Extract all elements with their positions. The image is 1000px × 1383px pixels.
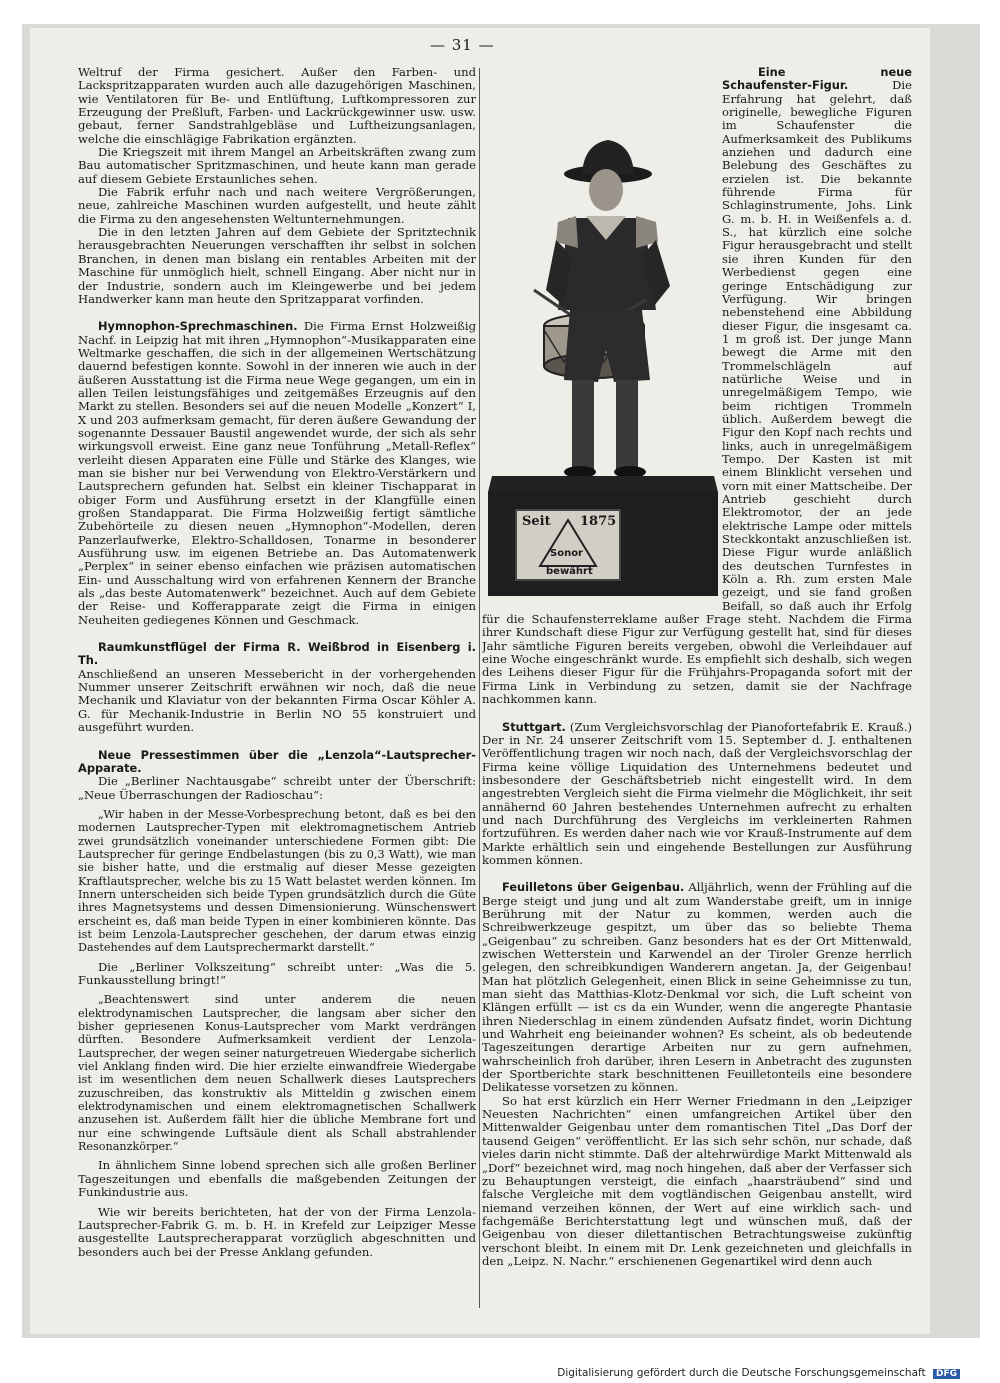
press-quote: „Beachtenswert sind unter anderem die neuen elektrodynamischen Lautsprecher, die langsam aber sicher den bisher gepriesenen Konus-Lautsprecher vom Markt verdrängen dürften. Besondere Aufmerksamkeit verdient der Lenzola-Lautsprecher, der wegen seiner naturgetreuen Wiedergabe sicherlich viel Anklang finden wird. Die hier erzielte einwandfreie Wiedergabe ist im wesentlichen dem neuen Schallwerk dieses Lautsprechers zuzuschreiben, das konstruktiv als Mitteldin g zwischen einem elektrodynamischen und einem elektromagnetischen Schallwerk anzusehen ist. Außerdem fällt hier die übliche Membrane fort und nur eine schwingende Luftsäule dient als Schall abstrahlender Resonanzkörper.“ (78, 993, 476, 1154)
footer-text: Digitalisierung gefördert durch die Deutsche Forschungsgemeinschaft (557, 1367, 926, 1379)
article-lenzola (78, 749, 476, 1259)
article-text: (Zum Vergleichsvorschlag der Pianofortefabrik E. Krauß.) Der in Nr. 24 unserer Zeitschrift vom 15. September d. J. enthaltenen Veröffentlichung tragen wir noch nach, daß der Vergleichsvorschlag der Firma keine völlige Liquidation des Unternehmens bedeutet und insbesondere der Geschäftsbetrieb nicht eingestellt wird. In dem angestrebten Vergleich sieht die Firma vielmehr die Möglichkeit, ihr seit annähernd 60 Jahren bestehendes Unternehmen aufrecht zu erhalten und nach Durchführung des Vergleichs im verkleinerten Rahmen fortzuführen. Es werden daher nach wie vor Krauß-Instrumente auf dem Markte erhältlich sein und eingehende Bestellungen zur Ausführung kommen können. (482, 719, 912, 867)
footer-credit (0, 1367, 1000, 1379)
box-label-sonor: Sonor (550, 548, 583, 559)
dfg-logo: DFG (933, 1369, 960, 1379)
article-heading: Eine neue Schaufenster-Figur. (722, 66, 912, 93)
paragraph (78, 320, 476, 627)
column-divider (479, 68, 480, 1308)
paragraph (482, 721, 912, 868)
paragraph: In ähnlichem Sinne lobend sprechen sich alle großen Berliner Tageszeitungen und ebenfalls die maßgebenden Zeitungen der Funkindustrie aus. (78, 1158, 476, 1200)
paragraph: Die „Berliner Volkszeitung“ schreibt unter: „Was die 5. Funkausstellung bringt!“ (78, 959, 476, 987)
paragraph: So hat erst kürzlich ein Herr Werner Friedmann in den „Leipziger Neuesten Nachrichten“ einen umfangreichen Artikel über den Mittenwalder Geigenbau unter dem romantischen Titel „Das Dorf der tausend Geigen“ veröffentlicht. Er las sich sehr schön, nur schade, daß vieles darin nicht stimmte. Daß der altehrwürdige Markt Mittenwald als „Dorf“ bezeichnet wird, mag noch hingehen, daß aber der Verfasser sich zu Behauptungen versteigt, die einfach „haarsträubend“ sind und falsche Vergleiche mit dem vogtländischen Geigenbau anstellt, wird niemand verzeihen können, der Wert auf eine wirklich sach- und fachgemäße Berichterstattung legt und wünschen muß, daß der Geigenbau von dieser dilettantischen Betrachtungsweise zukünftig verschont bleibt. In einem mit Dr. Lenk gezeichneten und gleichfalls in den „Leipz. N. Nachr.“ erschienenen Gegenartikel wird denn auch (482, 1093, 912, 1268)
article-heading: Stuttgart. (502, 719, 566, 734)
paragraph: Die in den letzten Jahren auf dem Gebiete der Spritztechnik herausgebrachten Neuerungen verschafften ihr selbst in solchen Branchen, in denen man bislang ein rentables Arbeiten mit der Maschine für unmöglich hielt, schnell Eingang. Aber nicht nur in der Industrie, sondern auch im Kleingewerbe und bei jedem Handwerker kann man heute den Spritzapparat vorfinden. (78, 225, 476, 306)
article-raumkunstfluegel (78, 641, 476, 734)
press-quote: „Wir haben in der Messe-Vorbesprechung betont, daß es bei den modernen Lautsprecher-Typen mit elektromagnetischem Antrieb zwei grundsätzlich voneinander unterschiedene Formen gibt: Die Lautsprecher für geringe Endbelastungen (bis zu 0,3 Watt), wie man sie bisher hatte, und die erstmalig auf dieser Messe gezeigten Kraftlautsprecher, welche bis zu 15 Watt belastet werden können. Im Innern unterscheiden sich beide Typen grundsätzlich durch die Güte ihres Magnetsystems und dessen Dimensionierung. Wünschenswert erscheint es, daß man beide Typen in einer kombinieren könnte. Das ist beim Lenzola-Lautsprecher geschehen, der darum etwas einzig Dastehendes auf dem Lautsprechermarkt darstellt.“ (78, 807, 476, 955)
article-hymnophon (78, 320, 476, 627)
article-text: Alljährlich, wenn der Frühling auf die Berge steigt und jung und alt zum Wanderstabe greift, um in innige Berührung mit der Natur zu kommen, werden auch die Schreibwerkzeuge gespitzt, um über das so beliebte Thema „Geigenbau“ zu schreiben. Ganz besonders hat es der Ort Mittenwald, zwischen Wetterstein und Karwendel an der Tiroler Grenze herrlich gelegen, den schreibkundigen Wanderern angetan. Ja, der Geigenbau! Man hat plötzlich Gelegenheit, einen Blick in seine Geheimnisse zu tun, man sieht das Matthias-Klotz-Denkmal vor sich, die Luft scheint von Klängen erfüllt — ist cs da ein Wunder, wenn die angeregte Phantasie ihren Niederschlag in einem zündenden Aufsatz findet, worin Dichtung und Wahrheit eng beieinander wohnen? Es scheint, als ob bedeutende Tageszeitungen derartige Arbeiten nur zu gern aufnehmen, wahrscheinlich froh darüber, ihren Lesern in Anbetracht des zugunsten der Sportberichte stark beschnittenen Feuilletonteils eine besondere Delikatesse vorsetzen zu können. (482, 880, 912, 1095)
paragraph (482, 881, 912, 1095)
paragraph: Weltruf der Firma gesichert. Außer den Farben- und Lackspritzapparaten wurden auch alle dazugehörigen Maschinen, wie Ventilatoren für Be- und Entlüftung, Luftkompressoren zur Erzeugung der Preßluft, Farben- und Lackrückgewinner usw. usw. gebaut, ferner Sandstrahlgebläse und Luftheizungsanlagen, welche die einschlägige Fabrikation ergänzten. (78, 66, 476, 146)
left-column (78, 66, 476, 1311)
article-heading: Hymnophon-Sprechmaschinen. (98, 319, 298, 334)
box-label-year: 1875 (580, 514, 617, 529)
drummer-illustration (486, 130, 722, 600)
article-text: Die Erfahrung hat gelehrt, daß originelle, bewegliche Figuren im Schaufenster die Aufmerksamkeit des Publikums anziehen und dadurch eine Belebung des Geschäftes zu erzielen ist. Die bekannte führende Firma für Schlaginstrumente, Johs. Link G. m. b. H. in Weißenfels a. d. S., hat kürzlich eine solche Figur herausgebracht und stellt sie ihren Kunden für den Werbedienst gegen eine geringe Entschädigung zur Verfügung. Wir bringen nebenstehend eine Abbildung dieser Figur, die insgesamt ca. 1 m groß ist. Der junge Mann bewegt die Arme mit den Trommelschlägeln auf natürliche Weise und in unregelmäßigem Tempo, wie beim richtigen Trommeln üblich. Außerdem bewegt die Figur den Kopf nach rechts und links, auch in unregelmäßigem Tempo. Der Kasten ist mit einem Blinklicht versehen und vorn mit einer Mattscheibe. Der Antrieb geschieht durch Elektromotor, der an jede elektrische Lampe oder mittels Steckkontakt anzuschließen ist. Diese Figur wurde anläßlich des deutschen Turnfestes in Köln a. Rh. zum ersten Male gezeigt, und sie fand großen Beifall, so daß auch ihr Erfolg für die Schaufensterreklame außer Frage steht. Nachdem die Firma ihrer Kundschaft diese Figur zur Verfügung gestellt hat, sind für dieses Jahr sämtliche Figuren bereits vergeben, obwohl die Verleihdauer auf eine Woche eingeschränkt wurde. Es empfiehlt sich deshalb, sich wegen des Leihens dieser Figur für die Frühjahrs-Propaganda sofort mit der Firma Link in Verbindung zu setzen, damit sie der Nachfrage nachkommen kann. (482, 78, 912, 707)
box-label-seit: Seit (522, 514, 551, 529)
paragraph: Die Kriegszeit mit ihrem Mangel an Arbeitskräften zwang zum Bau automatischer Spritzmaschinen, und heute kann man gerade auf diesem Gebiete Erstaunliches sehen. (78, 145, 476, 186)
drummer-figure-photo (486, 130, 722, 600)
article-spritztechnik (78, 66, 476, 306)
article-text: Die Firma Ernst Holzweißig Nachf. in Leipzig hat mit ihren „Hymnophon“-Musikapparaten eine Weltmarke geschaffen, die sich in der allgemeinen Wertschätzung dauernd befestigen konnte. Sowohl in der inneren wie auch in der äußeren Ausstattung ist die Firma neue Wege gegangen, um ein in allen Teilen leistungsfähiges und zeitgemäßes Erzeugnis auf den Markt zu stellen. Besonders sei auf die neuen Modelle „Konzert“ I, X und 203 aufmerksam gemacht, für deren äußere Gewandung der sogenannte Dessauer Baustil angewendet wurde, der sich als sehr wirkungsvoll erweist. Eine ganz neue Tonführung „Metall-Reflex“ verleiht diesen Apparaten eine Fülle und Stärke des Klanges, wie man sie bisher nur bei Verwendung von Elektro-Verstärkern und Lautsprechern gefunden hat. Selbst ein kleiner Tischapparat in obiger Form und Ausführung ersetzt in der Klangfülle einen großen Standapparat. Die Firma Holzweißig fertigt sämtliche Zubehörteile zu diesen neuen „Hymnophon“-Modellen, deren Panzerlaufwerke, Elektro-Schalldosen, Tonarme in besonderer Ausführung usw. im eigenen Betriebe an. Das Automatenwerk „Perplex“ in seiner ebenso einfachen wie präzisen automatischen Ein- und Ausschaltung wird von erfahrenen Kennern der Branche als „das beste Automatenwerk“ bezeichnet. Auch auf dem Gebiete der Reise- und Kofferapparate zeigt die Firma in einigen Neuheiten gediegenes Können und Geschmack. (78, 319, 476, 627)
article-geigenbau (482, 881, 912, 1268)
box-label-bewaehrt: bewährt (546, 566, 593, 577)
article-text: Anschließend an unseren Messebericht in der vorhergehenden Nummer unserer Zeitschrift erwähnen wir noch, daß die neue Mechanik und Klaviatur von der bekannten Firma Oscar Köhler A. G. für Mechanik-Industrie in Berlin NO 55 konstruiert und ausgeführt wurden. (78, 666, 476, 735)
page-number: — 31 — (430, 36, 495, 54)
paragraph: Wie wir bereits berichteten, hat der von der Firma Lenzola-Lautsprecher-Fabrik G. m. b. H. in Krefeld zur Leipziger Messe ausgestellte Lautsprecherapparat vorzüglich abgeschnitten und besonders auch bei der Presse Anklang gefunden. (78, 1204, 476, 1259)
article-heading: Feuilletons über Geigenbau. (502, 880, 685, 895)
article-text: Die „Berliner Nachtausgabe“ schreibt unter der Überschrift: „Neue Überraschungen der Radioschau“: (78, 774, 476, 802)
article-stuttgart (482, 721, 912, 868)
paragraph: Die Fabrik erfuhr nach und nach weitere Vergrößerungen, neue, zahlreiche Maschinen wurden aufgestellt, und heute zählt die Firma zu den angesehensten Weltunternehmungen. (78, 185, 476, 226)
article-heading: Neue Pressestimmen über die „Lenzola“-Lautsprecher-Apparate. (78, 747, 476, 775)
article-heading: Raumkunstflügel der Firma R. Weißbrod in Eisenberg i. Th. (78, 640, 476, 668)
